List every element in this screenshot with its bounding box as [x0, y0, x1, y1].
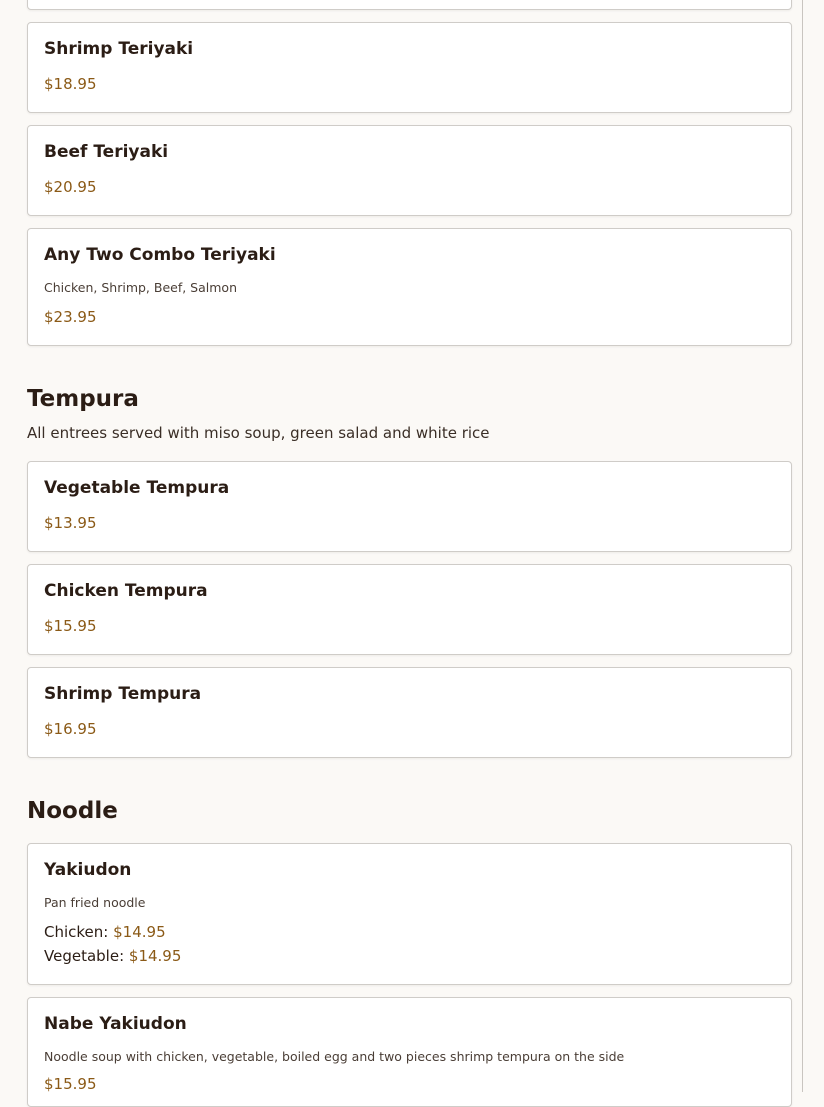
item-name: Yakiudon: [44, 860, 132, 880]
item-description: Pan fried noodle: [44, 895, 146, 910]
price-line: [44, 923, 166, 941]
item-name: Beef Teriyaki: [44, 142, 169, 162]
variant-label: Vegetable:: [44, 947, 125, 965]
section-title-noodle: Noodle: [27, 798, 118, 824]
menu-item-card: [27, 22, 792, 113]
price-line: [44, 947, 181, 965]
section-title-tempura: Tempura: [27, 386, 139, 412]
item-price: $16.95: [44, 720, 97, 738]
item-price: $18.95: [44, 75, 97, 93]
menu-item-card: [27, 997, 792, 1107]
item-price: $23.95: [44, 308, 97, 326]
item-name: Chicken Tempura: [44, 581, 208, 601]
item-description: Noodle soup with chicken, vegetable, boiled egg and two pieces shrimp tempura on the side: [44, 1049, 625, 1064]
menu-item-card: [27, 228, 792, 346]
item-name: Vegetable Tempura: [44, 478, 230, 498]
item-name: Shrimp Teriyaki: [44, 39, 194, 59]
variant-price: $14.95: [128, 947, 182, 965]
menu-item-card: [27, 125, 792, 216]
item-price: $20.95: [44, 178, 97, 196]
item-name: Nabe Yakiudon: [44, 1014, 187, 1034]
variant-label: Chicken:: [44, 923, 109, 941]
item-price: $15.95: [44, 617, 97, 635]
section-note-tempura: All entrees served with miso soup, green salad and white rice: [27, 424, 490, 442]
item-name: Any Two Combo Teriyaki: [44, 245, 276, 265]
item-price: $15.95: [44, 1075, 97, 1093]
menu-item-card: [27, 667, 792, 758]
menu-item-card-partial: [27, 0, 792, 10]
item-price: $13.95: [44, 514, 97, 532]
variant-price: $14.95: [113, 923, 166, 941]
menu-item-card: [27, 461, 792, 552]
menu-item-card: [27, 843, 792, 985]
item-description: Chicken, Shrimp, Beef, Salmon: [44, 280, 237, 295]
item-name: Shrimp Tempura: [44, 684, 202, 704]
menu-item-card: [27, 564, 792, 655]
